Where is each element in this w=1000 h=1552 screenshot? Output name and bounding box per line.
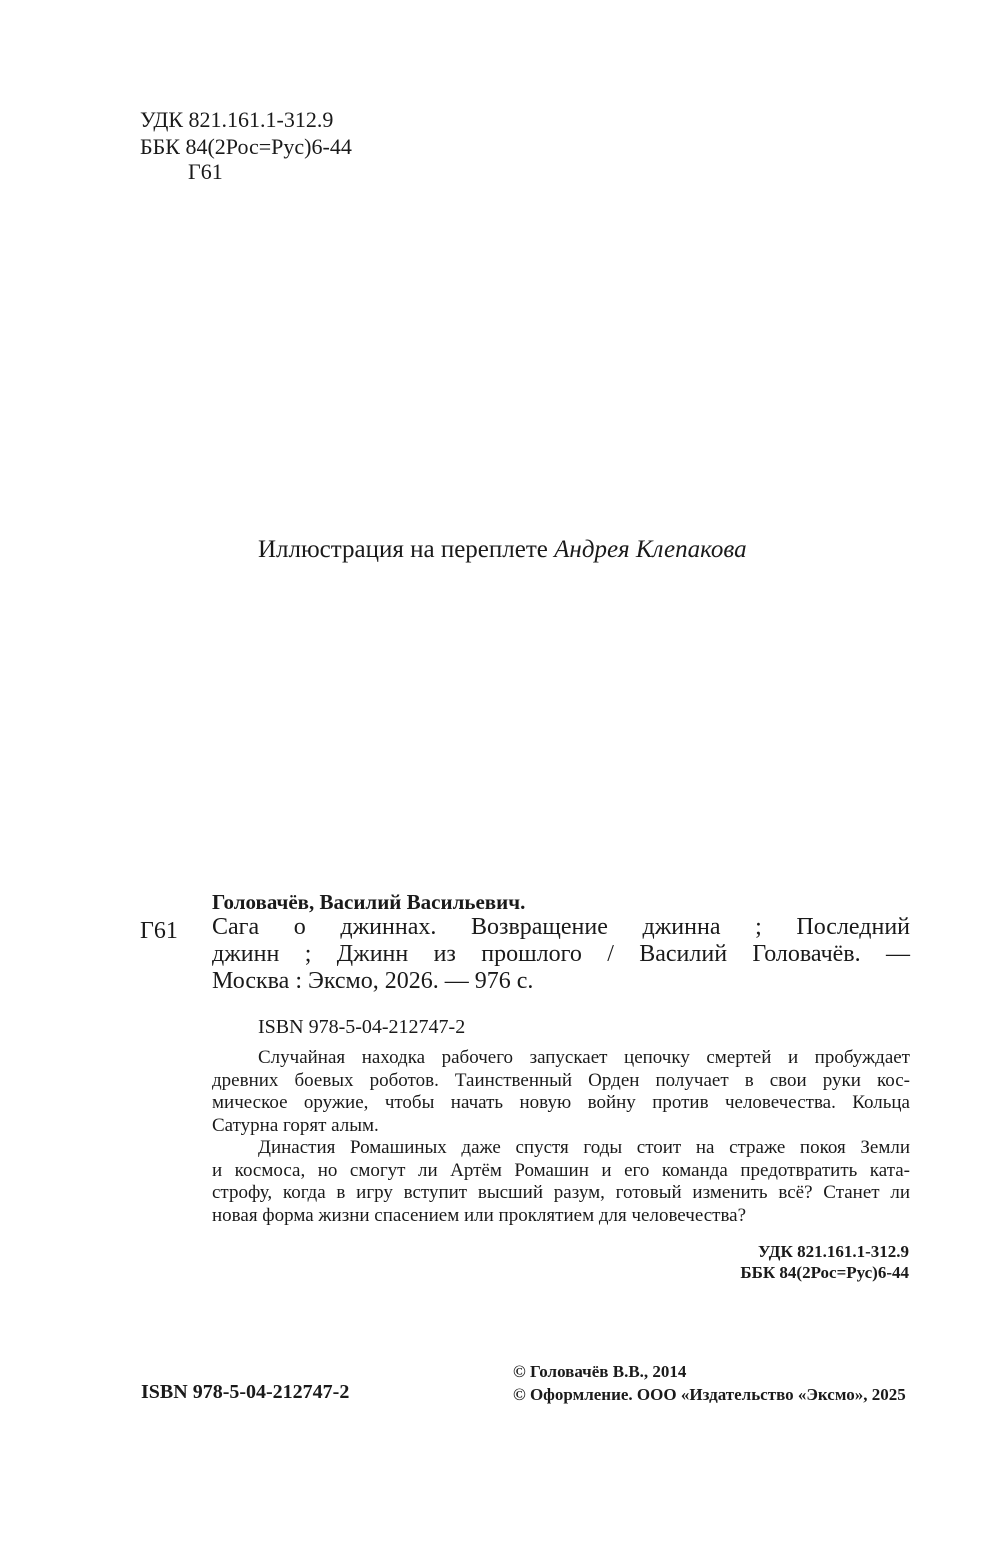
title-line: Сага о джиннах. Возвращение джинна ; Последний — [212, 914, 910, 940]
udk-code: УДК 821.161.1-312.9 — [140, 107, 334, 132]
annotation-line: мическое оружие, чтобы начать новую войну против человечества. Кольца — [212, 1092, 910, 1113]
annotation-line: Сатурна горят алым. — [212, 1114, 379, 1136]
annotation-line: древних боевых роботов. Таинственный Орден получает в свои руки кос- — [212, 1069, 910, 1091]
title-line: Москва : Эксмо, 2026. — 976 с. — [212, 968, 534, 994]
annotation-line: строфу, когда в игру вступит высший разум, готовый изменить всё? Станет ли — [212, 1182, 910, 1203]
annotation — [212, 1047, 910, 1227]
catalog-author: Головачёв, Василий Васильевич. — [212, 890, 526, 914]
catalog-isbn: ISBN 978-5-04-212747-2 — [258, 1016, 466, 1038]
annotation-line: новая форма жизни спасением или проклятием для человечества? — [212, 1204, 747, 1226]
catalog-bbk: ББК 84(2Рос=Рус)6-44 — [740, 1263, 909, 1282]
bbk-code: ББК 84(2Рос=Рус)6-44 — [140, 134, 352, 159]
title-line: джинн ; Джинн из прошлого / Василий Головачёв. — — [212, 941, 910, 967]
catalog-title-block — [212, 914, 910, 995]
annotation-line: Случайная находка рабочего запускает цепочку смертей и пробуждает — [258, 1047, 910, 1068]
illustration-credit — [258, 535, 747, 565]
catalog-author-mark: Г61 — [140, 918, 178, 944]
illustration-artist: Андрея Клепакова — [554, 536, 747, 563]
footer-isbn: ISBN 978-5-04-212747-2 — [141, 1381, 350, 1403]
annotation-line: и космоса, но смогут ли Артём Ромашин и его команда предотвратить ката- — [212, 1159, 910, 1181]
catalog-udk: УДК 821.161.1-312.9 — [758, 1242, 909, 1261]
annotation-line: Династия Ромашиных даже спустя годы стоит на страже покоя Земли — [258, 1137, 910, 1158]
illustration-prefix: Иллюстрация на переплете — [258, 536, 548, 563]
copyright-author: © Головачёв В.В., 2014 — [513, 1362, 687, 1381]
author-mark: Г61 — [188, 159, 223, 184]
copyright-design: © Оформление. ООО «Издательство «Эксмо», 2025 — [513, 1385, 906, 1404]
